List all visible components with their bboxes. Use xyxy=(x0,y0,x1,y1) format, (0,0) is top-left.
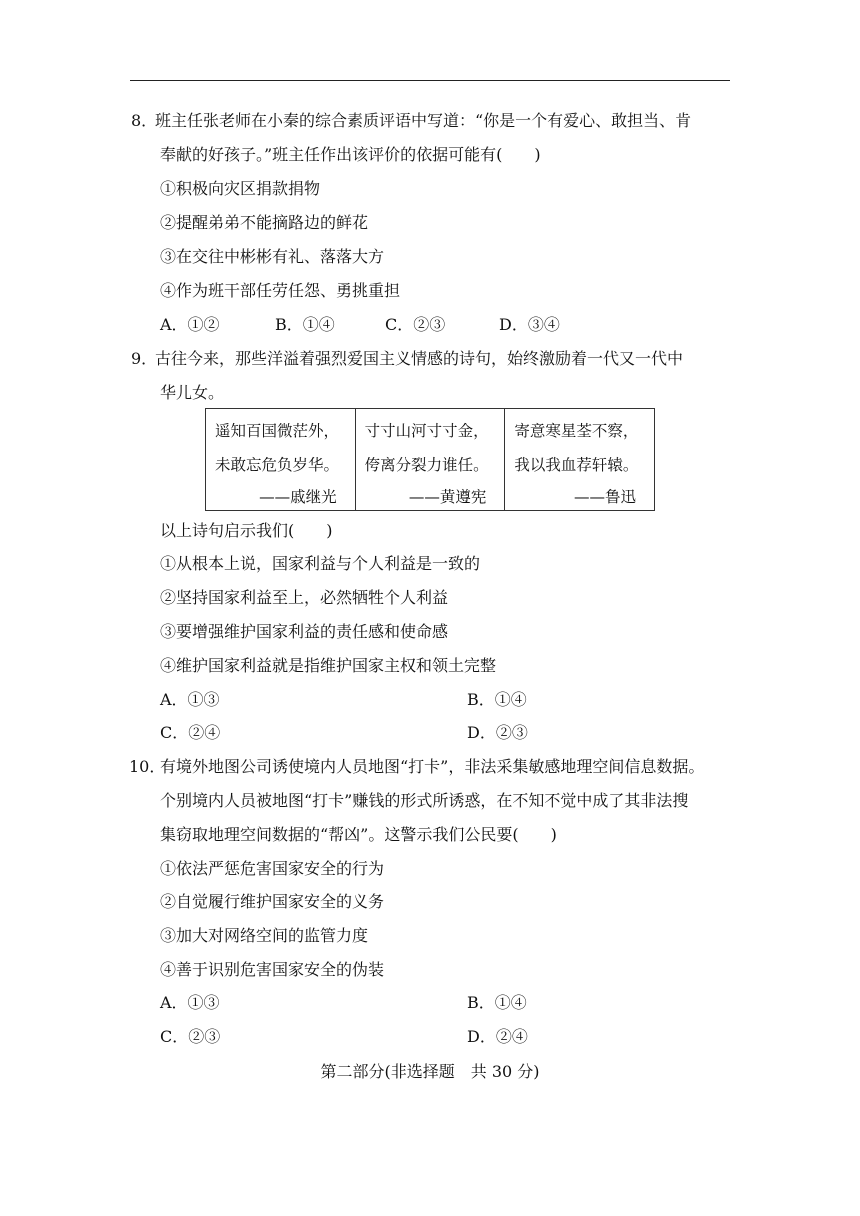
poem-author: ——鲁迅 xyxy=(574,488,637,506)
option-a[interactable]: A．①② xyxy=(160,315,220,334)
header-rule xyxy=(130,80,730,81)
statement-item: ④善于识别危害国家安全的伪装 xyxy=(160,960,385,979)
poem-line: 寄意寒星荃不察， xyxy=(514,422,639,440)
poem-cell xyxy=(206,409,355,510)
question-stem-line: 集窃取地理空间数据的“帮凶”。这警示我们公民要( ) xyxy=(160,825,557,844)
poem-line: 寸寸山河寸寸金， xyxy=(364,422,489,440)
question-stem-line: 班主任张老师在小秦的综合素质评语中写道：“你是一个有爱心、敢担当、肯 xyxy=(155,111,692,130)
statement-item: ④作为班干部任劳任怨、勇挑重担 xyxy=(160,281,401,300)
poem-cell xyxy=(355,409,505,510)
section-title: 第二部分(非选择题 共 30 分) xyxy=(320,1062,540,1081)
question-stem-line: 华儿女。 xyxy=(160,383,225,402)
option-d[interactable]: D．③④ xyxy=(499,315,560,334)
poem-line: 侉离分裂力谁任。 xyxy=(364,456,489,474)
option-d[interactable]: D．②④ xyxy=(467,1027,528,1046)
poem-table xyxy=(205,408,655,511)
poem-line: 未敢忘危负岁华。 xyxy=(215,456,340,474)
statement-item: ②自觉履行维护国家安全的义务 xyxy=(160,892,385,911)
poem-cell xyxy=(504,409,654,510)
statement-item: ③加大对网络空间的监管力度 xyxy=(160,926,369,945)
statement-item: ③要增强维护国家利益的责任感和使命感 xyxy=(160,622,449,641)
statement-item: ①依法严惩危害国家安全的行为 xyxy=(160,859,385,878)
option-c[interactable]: C．②③ xyxy=(385,315,446,334)
question-stem-line: 古往今来，那些洋溢着强烈爱国主义情感的诗句，始终激励着一代又一代中 xyxy=(155,349,684,368)
statement-item: ③在交往中彬彬有礼、落落大方 xyxy=(160,247,385,266)
poem-author: ——戚继光 xyxy=(259,488,337,506)
question-number: 8． xyxy=(131,111,158,130)
statement-item: ②坚持国家利益至上，必然牺牲个人利益 xyxy=(160,588,449,607)
poem-author: ——黄遵宪 xyxy=(408,488,487,506)
statement-item: ①从根本上说，国家利益与个人利益是一致的 xyxy=(160,554,481,573)
poem-line: 遥知百国微茫外， xyxy=(215,422,340,440)
question-stem-line: 奉献的好孩子。”班主任作出该评价的依据可能有( ) xyxy=(160,145,541,164)
question-number: 9． xyxy=(131,349,158,368)
option-a[interactable]: A．①③ xyxy=(160,690,220,709)
question-stem-line: 个别境内人员被地图“打卡”赚钱的形式所诱惑，在不知不觉中成了其非法搜 xyxy=(160,791,689,810)
option-d[interactable]: D．②③ xyxy=(467,723,528,742)
option-b[interactable]: B．①④ xyxy=(467,993,527,1012)
statement-item: ①积极向灾区捐款捐物 xyxy=(160,179,321,198)
statement-item: ②提醒弟弟不能摘路边的鲜花 xyxy=(160,213,369,232)
poem-line: 我以我血荐轩辕。 xyxy=(514,456,639,474)
statement-item: ④维护国家利益就是指维护国家主权和领土完整 xyxy=(160,656,497,675)
question-stem-line: 有境外地图公司诱使境内人员地图“打卡”，非法采集敏感地理空间信息数据。 xyxy=(160,757,705,776)
question-number: 10． xyxy=(129,757,166,776)
question-prompt: 以上诗句启示我们( ) xyxy=(160,521,333,540)
option-c[interactable]: C．②④ xyxy=(160,723,221,742)
option-b[interactable]: B．①④ xyxy=(275,315,335,334)
option-a[interactable]: A．①③ xyxy=(160,993,220,1012)
option-c[interactable]: C．②③ xyxy=(160,1027,221,1046)
option-b[interactable]: B．①④ xyxy=(467,690,527,709)
